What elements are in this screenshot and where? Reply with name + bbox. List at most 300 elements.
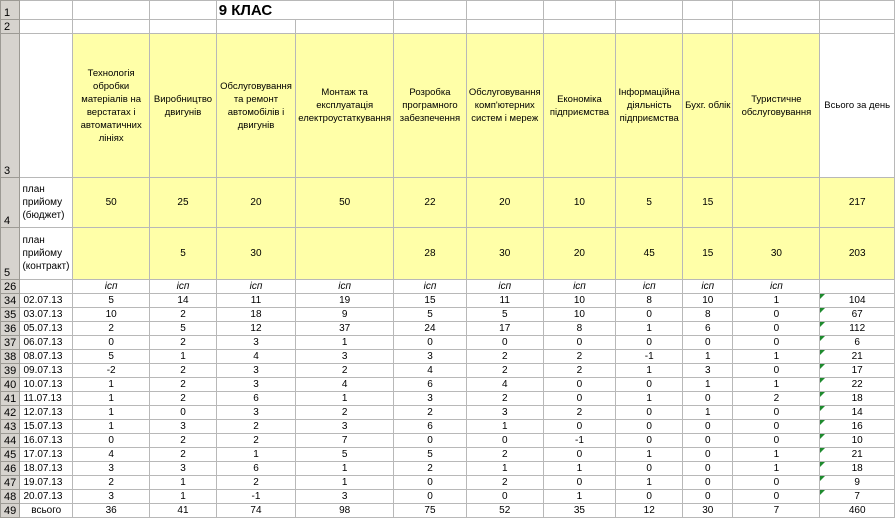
column-header-cell[interactable]: Обслуговування та ремонт автомобілів і двигунів (216, 34, 296, 178)
value-cell[interactable]: 3 (150, 462, 216, 476)
error-indicator-icon[interactable] (820, 462, 825, 467)
value-cell[interactable]: 1 (296, 476, 394, 490)
day-total-cell[interactable] (820, 294, 895, 308)
value-cell[interactable]: 1 (150, 350, 216, 364)
value-cell[interactable]: 1 (150, 476, 216, 490)
row-header[interactable]: 5 (1, 228, 20, 280)
value-cell[interactable]: 2 (150, 392, 216, 406)
value-cell[interactable]: 6 (216, 392, 296, 406)
subheader-cell[interactable]: ісп (150, 280, 216, 294)
error-indicator-icon[interactable] (820, 336, 825, 341)
total-cell[interactable]: 41 (150, 504, 216, 518)
value-cell[interactable]: 8 (616, 294, 683, 308)
value-cell[interactable]: 0 (733, 364, 820, 378)
value-cell[interactable]: 1 (466, 462, 543, 476)
plan-budget-cell[interactable]: 50 (73, 178, 150, 228)
value-cell[interactable]: 1 (733, 294, 820, 308)
error-indicator-icon[interactable] (820, 294, 825, 299)
cell[interactable] (820, 1, 895, 20)
cell[interactable] (616, 20, 683, 34)
column-header-cell[interactable]: Бухг. облік (683, 34, 733, 178)
value-cell[interactable]: 2 (150, 378, 216, 392)
date-cell[interactable]: 06.07.13 (20, 336, 73, 350)
value-cell[interactable]: 1 (216, 448, 296, 462)
date-cell[interactable]: 03.07.13 (20, 308, 73, 322)
value-cell[interactable]: 0 (466, 490, 543, 504)
value-cell[interactable]: 2 (466, 392, 543, 406)
error-indicator-icon[interactable] (820, 406, 825, 411)
value-cell[interactable]: 0 (683, 392, 733, 406)
value-cell[interactable]: 0 (394, 434, 467, 448)
value-cell[interactable]: 0 (683, 490, 733, 504)
value-cell[interactable]: -1 (216, 490, 296, 504)
value-cell[interactable]: 10 (683, 294, 733, 308)
value-cell[interactable]: 2 (733, 392, 820, 406)
value-cell[interactable]: 2 (216, 476, 296, 490)
error-indicator-icon[interactable] (820, 378, 825, 383)
value-cell[interactable]: 5 (394, 448, 467, 462)
value-cell[interactable]: 1 (73, 392, 150, 406)
row-header[interactable]: 48 (1, 490, 20, 504)
value-cell[interactable]: 3 (466, 406, 543, 420)
value-cell[interactable]: 2 (466, 350, 543, 364)
subheader-cell[interactable]: ісп (394, 280, 467, 294)
plan-contract-total[interactable]: 203 (820, 228, 895, 280)
row-header[interactable]: 3 (1, 34, 20, 178)
column-header-cell[interactable]: Виробництво двигунів (150, 34, 216, 178)
value-cell[interactable]: 0 (150, 406, 216, 420)
value-cell[interactable]: 0 (683, 336, 733, 350)
error-indicator-icon[interactable] (820, 322, 825, 327)
total-cell[interactable]: 74 (216, 504, 296, 518)
day-total-cell[interactable] (820, 308, 895, 322)
value-cell[interactable]: 2 (150, 448, 216, 462)
day-total-cell[interactable] (820, 378, 895, 392)
date-cell[interactable]: 18.07.13 (20, 462, 73, 476)
total-cell[interactable]: 75 (394, 504, 467, 518)
cell[interactable] (733, 20, 820, 34)
plan-contract-cell[interactable] (296, 228, 394, 280)
value-cell[interactable]: 8 (543, 322, 616, 336)
value-cell[interactable]: 0 (733, 308, 820, 322)
cell[interactable] (20, 280, 73, 294)
value-cell[interactable]: 18 (216, 308, 296, 322)
value-cell[interactable]: 19 (296, 294, 394, 308)
day-total-cell[interactable] (820, 462, 895, 476)
date-cell[interactable]: 11.07.13 (20, 392, 73, 406)
value-cell[interactable]: 0 (73, 336, 150, 350)
value-cell[interactable]: 1 (733, 462, 820, 476)
day-total-cell[interactable] (820, 476, 895, 490)
value-cell[interactable]: 1 (683, 350, 733, 364)
value-cell[interactable]: 6 (683, 322, 733, 336)
row-header[interactable]: 4 (1, 178, 20, 228)
value-cell[interactable]: 10 (543, 308, 616, 322)
error-indicator-icon[interactable] (820, 420, 825, 425)
plan-budget-total[interactable]: 217 (820, 178, 895, 228)
error-indicator-icon[interactable] (820, 364, 825, 369)
value-cell[interactable]: 3 (296, 420, 394, 434)
value-cell[interactable]: 3 (73, 490, 150, 504)
value-cell[interactable]: 15 (394, 294, 467, 308)
value-cell[interactable]: 10 (73, 308, 150, 322)
total-cell[interactable]: 98 (296, 504, 394, 518)
plan-budget-cell[interactable]: 15 (683, 178, 733, 228)
value-cell[interactable]: 1 (466, 420, 543, 434)
value-cell[interactable]: 0 (616, 308, 683, 322)
total-cell[interactable]: 12 (616, 504, 683, 518)
plan-contract-cell[interactable]: 5 (150, 228, 216, 280)
column-header-cell[interactable]: Технологія обробки матеріалів на верстатах і автоматичних лініях (73, 34, 150, 178)
value-cell[interactable]: 7 (296, 434, 394, 448)
row-header[interactable]: 1 (1, 1, 20, 20)
value-cell[interactable]: 3 (73, 462, 150, 476)
total-cell[interactable]: 52 (466, 504, 543, 518)
value-cell[interactable]: 2 (394, 462, 467, 476)
value-cell[interactable]: 4 (73, 448, 150, 462)
day-total-cell[interactable] (820, 322, 895, 336)
subheader-cell[interactable]: ісп (543, 280, 616, 294)
value-cell[interactable]: 1 (733, 448, 820, 462)
value-cell[interactable]: 3 (216, 378, 296, 392)
value-cell[interactable]: 2 (150, 336, 216, 350)
value-cell[interactable]: 6 (394, 420, 467, 434)
column-header-cell[interactable]: Монтаж та експлуатація електроустаткування (296, 34, 394, 178)
value-cell[interactable]: 1 (683, 406, 733, 420)
value-cell[interactable]: 11 (466, 294, 543, 308)
cell[interactable] (150, 1, 216, 20)
value-cell[interactable]: 1 (150, 490, 216, 504)
value-cell[interactable]: 5 (73, 350, 150, 364)
value-cell[interactable]: 2 (543, 350, 616, 364)
value-cell[interactable]: 0 (394, 476, 467, 490)
value-cell[interactable]: 1 (616, 322, 683, 336)
plan-budget-cell[interactable]: 20 (216, 178, 296, 228)
value-cell[interactable]: 2 (466, 476, 543, 490)
value-cell[interactable]: 0 (733, 434, 820, 448)
total-cell[interactable]: 7 (733, 504, 820, 518)
error-indicator-icon[interactable] (820, 392, 825, 397)
value-cell[interactable]: 3 (150, 420, 216, 434)
value-cell[interactable]: 0 (683, 420, 733, 434)
column-header-cell[interactable]: Туристичне обслуговування (733, 34, 820, 178)
value-cell[interactable]: 0 (543, 378, 616, 392)
plan-budget-cell[interactable]: 25 (150, 178, 216, 228)
cell[interactable] (216, 20, 296, 34)
day-total-cell[interactable] (820, 392, 895, 406)
day-total-cell[interactable] (820, 420, 895, 434)
value-cell[interactable]: 0 (683, 476, 733, 490)
value-cell[interactable]: 3 (216, 406, 296, 420)
subheader-cell[interactable]: ісп (466, 280, 543, 294)
totals-label[interactable]: всього (20, 504, 73, 518)
plan-contract-cell[interactable]: 45 (616, 228, 683, 280)
error-indicator-icon[interactable] (820, 434, 825, 439)
value-cell[interactable]: 0 (733, 490, 820, 504)
row-header[interactable]: 26 (1, 280, 20, 294)
date-cell[interactable]: 09.07.13 (20, 364, 73, 378)
value-cell[interactable]: 0 (683, 448, 733, 462)
row-header[interactable]: 38 (1, 350, 20, 364)
value-cell[interactable]: 0 (733, 322, 820, 336)
row-header[interactable]: 40 (1, 378, 20, 392)
value-cell[interactable]: 2 (73, 322, 150, 336)
value-cell[interactable]: 1 (616, 448, 683, 462)
cell[interactable] (543, 20, 616, 34)
column-header-cell[interactable]: Інформаційна діяльність підприємства (616, 34, 683, 178)
plan-budget-label[interactable]: план прийому (бюджет) (20, 178, 73, 228)
date-cell[interactable]: 12.07.13 (20, 406, 73, 420)
row-header[interactable]: 49 (1, 504, 20, 518)
day-total-cell[interactable] (820, 448, 895, 462)
value-cell[interactable]: 2 (543, 406, 616, 420)
value-cell[interactable]: 12 (216, 322, 296, 336)
value-cell[interactable]: 8 (683, 308, 733, 322)
value-cell[interactable]: 0 (73, 434, 150, 448)
value-cell[interactable]: 1 (543, 462, 616, 476)
value-cell[interactable]: 6 (216, 462, 296, 476)
cell[interactable] (616, 1, 683, 20)
plan-contract-cell[interactable]: 15 (683, 228, 733, 280)
value-cell[interactable]: 5 (296, 448, 394, 462)
cell[interactable] (20, 1, 73, 20)
value-cell[interactable]: 1 (733, 350, 820, 364)
date-cell[interactable]: 10.07.13 (20, 378, 73, 392)
value-cell[interactable]: 0 (733, 476, 820, 490)
value-cell[interactable]: 0 (683, 462, 733, 476)
plan-contract-cell[interactable]: 30 (733, 228, 820, 280)
plan-budget-cell[interactable]: 22 (394, 178, 467, 228)
value-cell[interactable]: 5 (394, 308, 467, 322)
cell[interactable] (20, 34, 73, 178)
value-cell[interactable]: -2 (73, 364, 150, 378)
value-cell[interactable]: 1 (543, 490, 616, 504)
value-cell[interactable]: 2 (543, 364, 616, 378)
value-cell[interactable]: 2 (216, 420, 296, 434)
value-cell[interactable]: 1 (296, 392, 394, 406)
row-header[interactable]: 34 (1, 294, 20, 308)
cell[interactable] (466, 20, 543, 34)
row-header[interactable]: 41 (1, 392, 20, 406)
date-cell[interactable]: 16.07.13 (20, 434, 73, 448)
value-cell[interactable]: 2 (296, 364, 394, 378)
value-cell[interactable]: 0 (543, 448, 616, 462)
column-header-cell[interactable]: Всього за день (820, 34, 895, 178)
row-header[interactable]: 2 (1, 20, 20, 34)
value-cell[interactable]: 1 (616, 392, 683, 406)
total-cell[interactable]: 36 (73, 504, 150, 518)
value-cell[interactable]: 0 (616, 490, 683, 504)
error-indicator-icon[interactable] (820, 350, 825, 355)
value-cell[interactable]: 3 (216, 336, 296, 350)
cell[interactable] (820, 20, 895, 34)
day-total-cell[interactable] (820, 336, 895, 350)
value-cell[interactable]: 2 (150, 434, 216, 448)
value-cell[interactable]: 0 (683, 434, 733, 448)
value-cell[interactable]: 2 (216, 434, 296, 448)
value-cell[interactable]: 4 (394, 364, 467, 378)
value-cell[interactable]: 6 (394, 378, 467, 392)
value-cell[interactable]: 4 (296, 378, 394, 392)
plan-contract-label[interactable]: план прийому (контракт) (20, 228, 73, 280)
plan-contract-cell[interactable]: 28 (394, 228, 467, 280)
value-cell[interactable]: 4 (466, 378, 543, 392)
error-indicator-icon[interactable] (820, 448, 825, 453)
subheader-cell[interactable] (820, 280, 895, 294)
row-header[interactable]: 47 (1, 476, 20, 490)
value-cell[interactable]: 0 (466, 434, 543, 448)
cell[interactable] (394, 20, 467, 34)
plan-contract-cell[interactable] (73, 228, 150, 280)
row-header[interactable]: 35 (1, 308, 20, 322)
plan-contract-cell[interactable]: 20 (543, 228, 616, 280)
grand-total-cell[interactable]: 460 (820, 504, 895, 518)
value-cell[interactable]: 1 (733, 378, 820, 392)
cell[interactable] (543, 1, 616, 20)
plan-budget-cell[interactable]: 10 (543, 178, 616, 228)
value-cell[interactable]: 5 (466, 308, 543, 322)
plan-contract-cell[interactable]: 30 (466, 228, 543, 280)
value-cell[interactable]: 2 (394, 406, 467, 420)
row-header[interactable]: 36 (1, 322, 20, 336)
day-total-cell[interactable] (820, 490, 895, 504)
plan-contract-cell[interactable]: 30 (216, 228, 296, 280)
day-total-cell[interactable] (820, 350, 895, 364)
value-cell[interactable]: 17 (466, 322, 543, 336)
row-header[interactable]: 44 (1, 434, 20, 448)
cell[interactable] (150, 20, 216, 34)
value-cell[interactable]: 1 (73, 406, 150, 420)
value-cell[interactable]: 2 (466, 448, 543, 462)
row-header[interactable]: 42 (1, 406, 20, 420)
value-cell[interactable]: 0 (616, 420, 683, 434)
row-header[interactable]: 37 (1, 336, 20, 350)
subheader-cell[interactable]: ісп (733, 280, 820, 294)
error-indicator-icon[interactable] (820, 490, 825, 495)
value-cell[interactable]: 1 (73, 378, 150, 392)
row-header[interactable]: 39 (1, 364, 20, 378)
value-cell[interactable]: 4 (216, 350, 296, 364)
plan-budget-cell[interactable]: 50 (296, 178, 394, 228)
value-cell[interactable]: 3 (216, 364, 296, 378)
value-cell[interactable]: 9 (296, 308, 394, 322)
value-cell[interactable]: 5 (73, 294, 150, 308)
value-cell[interactable]: 1 (73, 420, 150, 434)
date-cell[interactable]: 15.07.13 (20, 420, 73, 434)
total-cell[interactable]: 35 (543, 504, 616, 518)
value-cell[interactable]: 2 (150, 364, 216, 378)
date-cell[interactable]: 08.07.13 (20, 350, 73, 364)
value-cell[interactable]: 0 (543, 476, 616, 490)
value-cell[interactable]: 3 (296, 490, 394, 504)
value-cell[interactable]: -1 (543, 434, 616, 448)
value-cell[interactable]: 0 (543, 420, 616, 434)
value-cell[interactable]: 0 (543, 336, 616, 350)
value-cell[interactable]: 14 (150, 294, 216, 308)
value-cell[interactable]: 3 (296, 350, 394, 364)
subheader-cell[interactable]: ісп (616, 280, 683, 294)
value-cell[interactable]: 0 (394, 336, 467, 350)
date-cell[interactable]: 20.07.13 (20, 490, 73, 504)
value-cell[interactable]: 2 (150, 308, 216, 322)
value-cell[interactable]: 11 (216, 294, 296, 308)
value-cell[interactable]: 2 (73, 476, 150, 490)
cell[interactable] (466, 1, 543, 20)
day-total-cell[interactable] (820, 364, 895, 378)
value-cell[interactable]: 0 (616, 462, 683, 476)
row-header[interactable]: 43 (1, 420, 20, 434)
column-header-cell[interactable]: Економіка підприємства (543, 34, 616, 178)
value-cell[interactable]: 0 (543, 392, 616, 406)
value-cell[interactable]: 0 (466, 336, 543, 350)
value-cell[interactable]: 2 (466, 364, 543, 378)
row-header[interactable]: 46 (1, 462, 20, 476)
date-cell[interactable]: 02.07.13 (20, 294, 73, 308)
date-cell[interactable]: 05.07.13 (20, 322, 73, 336)
day-total-cell[interactable] (820, 406, 895, 420)
value-cell[interactable]: 0 (733, 336, 820, 350)
value-cell[interactable]: 10 (543, 294, 616, 308)
cell[interactable] (73, 20, 150, 34)
value-cell[interactable]: 37 (296, 322, 394, 336)
total-cell[interactable]: 30 (683, 504, 733, 518)
value-cell[interactable]: 1 (296, 462, 394, 476)
date-cell[interactable]: 17.07.13 (20, 448, 73, 462)
error-indicator-icon[interactable] (820, 308, 825, 313)
value-cell[interactable]: 1 (616, 476, 683, 490)
value-cell[interactable]: 0 (616, 434, 683, 448)
value-cell[interactable]: 0 (733, 406, 820, 420)
value-cell[interactable]: 0 (616, 336, 683, 350)
value-cell[interactable]: 3 (394, 350, 467, 364)
value-cell[interactable]: 0 (394, 490, 467, 504)
subheader-cell[interactable]: ісп (73, 280, 150, 294)
cell[interactable] (296, 20, 394, 34)
subheader-cell[interactable]: ісп (296, 280, 394, 294)
cell[interactable] (73, 1, 150, 20)
value-cell[interactable]: 0 (616, 406, 683, 420)
cell[interactable] (20, 20, 73, 34)
value-cell[interactable]: 5 (150, 322, 216, 336)
day-total-cell[interactable] (820, 434, 895, 448)
subheader-cell[interactable]: ісп (683, 280, 733, 294)
sheet-title[interactable]: 9 КЛАС (216, 1, 393, 20)
error-indicator-icon[interactable] (820, 476, 825, 481)
row-header[interactable]: 45 (1, 448, 20, 462)
column-header-cell[interactable]: Обслуговування комп'ютерних систем і мереж (466, 34, 543, 178)
value-cell[interactable]: 0 (616, 378, 683, 392)
cell[interactable] (733, 1, 820, 20)
cell[interactable] (683, 1, 733, 20)
value-cell[interactable]: 3 (683, 364, 733, 378)
cell[interactable] (683, 20, 733, 34)
value-cell[interactable]: 1 (683, 378, 733, 392)
plan-budget-cell[interactable]: 5 (616, 178, 683, 228)
subheader-cell[interactable]: ісп (216, 280, 296, 294)
plan-budget-cell[interactable] (733, 178, 820, 228)
value-cell[interactable]: 3 (394, 392, 467, 406)
cell[interactable] (394, 1, 467, 20)
value-cell[interactable]: 24 (394, 322, 467, 336)
date-cell[interactable]: 19.07.13 (20, 476, 73, 490)
column-header-cell[interactable]: Розробка програмного забезпечення (394, 34, 467, 178)
value-cell[interactable]: -1 (616, 350, 683, 364)
plan-budget-cell[interactable]: 20 (466, 178, 543, 228)
value-cell[interactable]: 1 (296, 336, 394, 350)
value-cell[interactable]: 2 (296, 406, 394, 420)
value-cell[interactable]: 1 (616, 364, 683, 378)
value-cell[interactable]: 0 (733, 420, 820, 434)
